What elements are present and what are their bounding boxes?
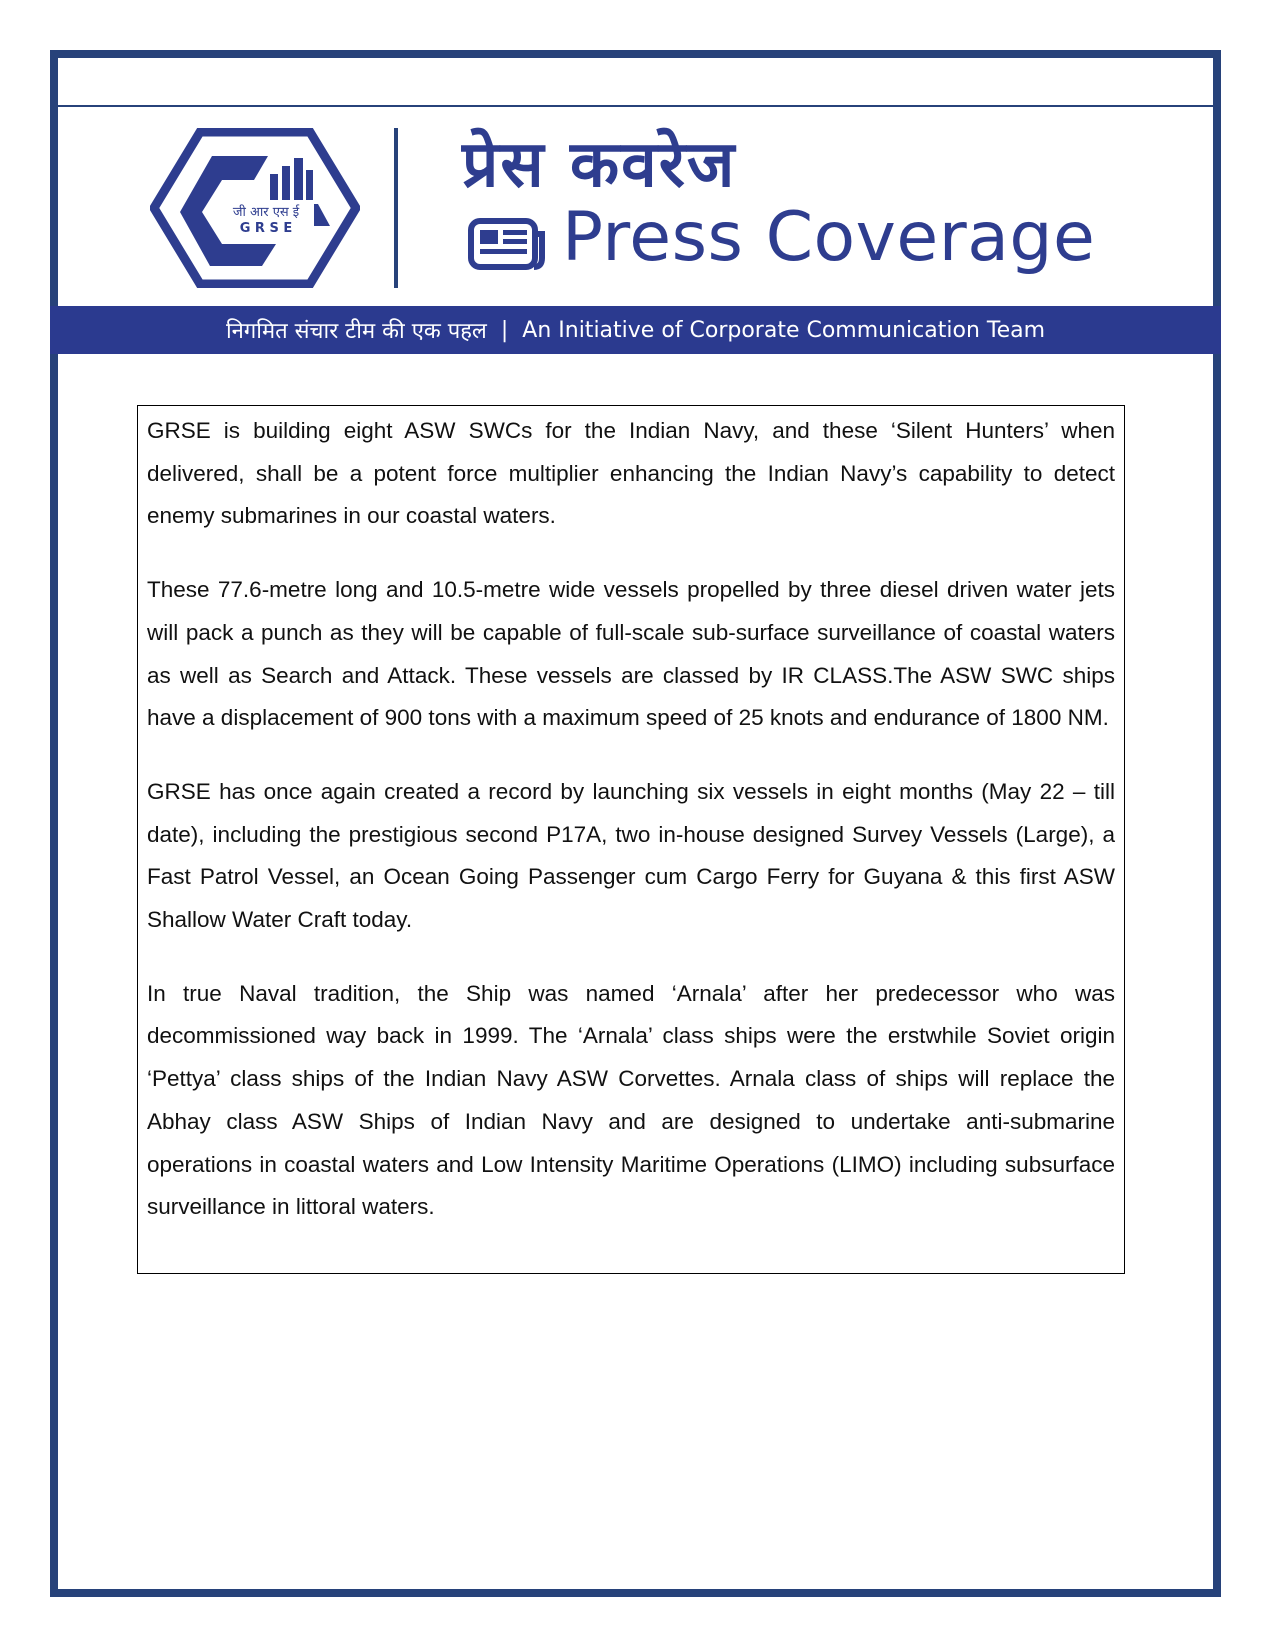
newspaper-icon [468, 218, 546, 270]
logo-text-hindi: जी आर एस ई [232, 205, 300, 220]
article-paragraph: These 77.6-metre long and 10.5-metre wide vessels propelled by three diesel driven water jets will pack a punch as they will be capable of full-scale sub-surface surveillance of coastal waters as well as Search and Attack. These vessels are classed by IR CLASS.The ASW SWC ships have a displacement of 900 tons with a maximum speed of 25 knots and endurance of 1800 NM. [147, 577, 1115, 731]
article-paragraph: In true Naval tradition, the Ship was named ‘Arnala’ after her predecessor who was decommissioned way back in 1999. The ‘Arnala’ class ships were the erstwhile Soviet origin ‘Pettya’ class ships of the Indian Navy ASW Corvettes. Arnala class of ships will replace the Abhay class ASW Ships of Indian Navy and are designed to undertake anti-submarine operations in coastal waters and Low Intensity Maritime Operations (LIMO) including subsurface surveillance in littoral waters. [147, 980, 1115, 1220]
banner-separator: | [500, 317, 509, 343]
initiative-banner [50, 306, 1221, 354]
banner-text-hindi: निगमित संचार टीम की एक पहल [225, 319, 487, 344]
press-coverage-title: Press Coverage [562, 198, 1096, 277]
banner-text-english: An Initiative of Corporate Communication Team [522, 317, 1046, 343]
header-rule [58, 105, 1213, 107]
logo-text-latin: G R S E [239, 221, 293, 236]
press-coverage-title-hindi: प्रेस कवरेज [462, 128, 737, 202]
article-box [137, 405, 1125, 1274]
article-paragraph: GRSE has once again created a record by launching six vessels in eight months (May 22 – till date), including the prestigious second P17A, two in-house designed Survey Vessels (Large), a Fast Patrol Vessel, an Ocean Going Passenger cum Cargo Ferry for Guyana & this first ASW Shallow Water Craft today. [147, 778, 1115, 933]
article-paragraph: GRSE is building eight ASW SWCs for the Indian Navy, and these ‘Silent Hunters’ when delivered, shall be a potent force multiplier enhancing the Indian Navy’s capability to detect enemy submarines in our coastal waters. [147, 418, 1115, 529]
grse-logo [150, 128, 360, 288]
header-divider [394, 128, 398, 288]
